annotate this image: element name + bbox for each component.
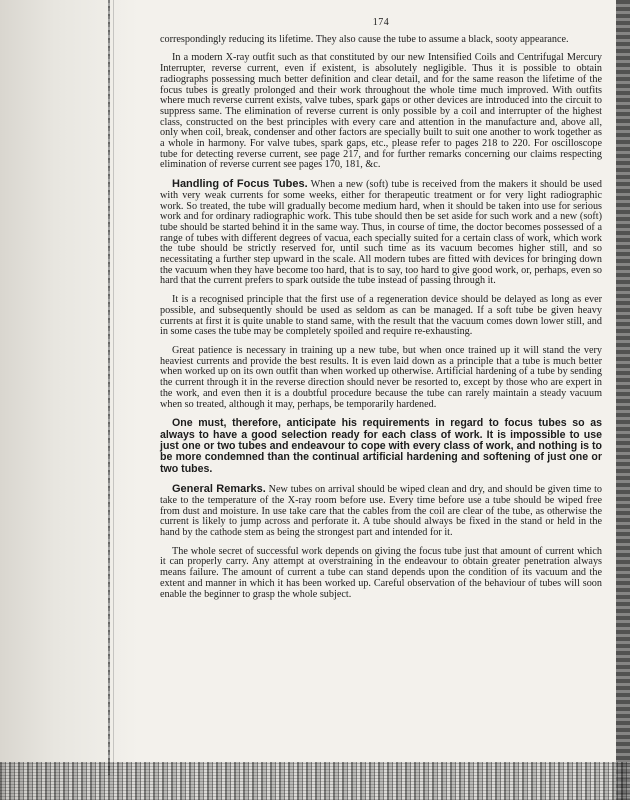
paragraph-2: In a modern X-ray outfit such as that constituted by our new Intensified Coils and Centrifugal Mercury Interrupter, reverse current, even if existent, is absolutely negligible. Thus it is possible to obtain radiographs possessing much better definition and clear detail, and for the same reason the lifetime of the focus tubes is greatly prolonged and their work throughout the whole time much improved. With outfits where much reverse current exists, valve tubes, spark gaps or other devices are introduced into the circuit to suppress same. The elimination of reverse current is only possible by a coil and interrupter of the highest class, constructed on the best principles with every care and attention in the manufacture and, above all, only when coil, break, condenser and other factors are specially built to suit one another to work together as a whole in harmony. For valve tubes, spark gaps, etc., please refer to pages 218 to 220. For oscilloscope tube for detecting reverse current, see page 217, and for further remarks concerning our claims respecting elimination of reverse current see pages 170, 181, &c.	[160, 52, 602, 171]
paragraph-1: correspondingly reducing its lifetime. They also cause the tube to assume a black, sooty appearance.	[160, 33, 569, 45]
paragraph-6-emphasis: One must, therefore, anticipate his requirements in regard to focus tubes so as always to have a good selection ready for each class of work. It is impossible to use just one or two tubes and endeavour to cope with every class of work, and nothing is to be more condemned than the continual artificial hardening and softening of just one or two tubes.	[160, 417, 602, 475]
page-text	[160, 18, 602, 608]
heading-general-remarks: General Remarks.	[172, 483, 266, 496]
paragraph-3	[160, 179, 602, 287]
binding-edge-inner	[113, 0, 114, 775]
binding-shadow	[0, 0, 138, 800]
paragraph-8: The whole secret of successful work depends on giving the focus tube just that amount of current which it can properly carry. Any attempt at overstraining in the endeavour to obtain greater penetration always means failure. The amount of current a tube can stand depends upon the condition of its vacuum and the extent and manner in which it has been worked up. Careful observation of the behaviour of tubes will soon enable the beginner to grasp the whole subject.	[160, 545, 602, 600]
paragraph-4: It is a recognised principle that the first use of a regeneration device should be delayed as long as ever possible, and subsequently should be used as seldom as can be managed. If a soft tube be given heavy currents at first it is quite unable to stand same, with the result that the vacuum comes down lower still, and in some cases the tube may be completely spoiled and require re-exhausting.	[160, 294, 602, 338]
paragraph-7	[160, 484, 602, 539]
page-number: 174	[372, 17, 390, 28]
paragraph-7-body: New tubes on arrival should be wiped clean and dry, and should be given time to take to the temperature of the X-ray room before use. Every time before use a tube should be wiped free from dust and moisture. In use take care that the cables from the coil are clear of the tube, as otherwise the current is likely to jump across and perforate it. A tube should always be fixed in the stand or held in the hand by the cathode stem as being the strongest part and intended for it.	[160, 484, 603, 539]
heading-handling-focus-tubes: Handling of Focus Tubes.	[172, 178, 308, 191]
paragraph-5: Great patience is necessary in training up a new tube, but when once trained up it will stand the very heaviest currents and provide the best results. It is even laid down as a principle that a tube is much better when worked up on its own outfit than when worked up otherwise. Artificial hardening of a tube by sending the current through it in the reverse direction should never be resorted to, except by those who are expert in the work, and even then it is a doubtful procedure because the tube can rarely maintain a steady vacuum when so treated, although it may, perhaps, be temporarily hardened.	[160, 344, 602, 410]
paragraph-3-body: When a new (soft) tube is received from the makers it should be used with very weak currents for some weeks, either for therapeutic treatment or for very light radiographic work. So treated, the tube will gradually become medium hard, when it should be taken into use for serious work and for ordinary radiographic work. This tube should then be set aside for such work and a new (soft) tube should be started behind it in the same way. Thus, in course of time, the doctor becomes possessed of a range of tubes with different degrees of vacua, each specially suited for a certain class of work, which work the tube should be strictly reserved for, until such time as its vacuum becomes higher still, and so necessitating a further step upward in the scale. All modern tubes are fitted with devices for bringing down the vacuum when they have become too hard, that is to say, too hard to give good work, or, perhaps, even so hard that the current prefers to spark outside the tube instead of passing through it.	[160, 179, 602, 287]
scan-edge-right	[616, 0, 630, 800]
binding-edge	[108, 0, 110, 775]
scan-edge-bottom	[0, 762, 630, 800]
